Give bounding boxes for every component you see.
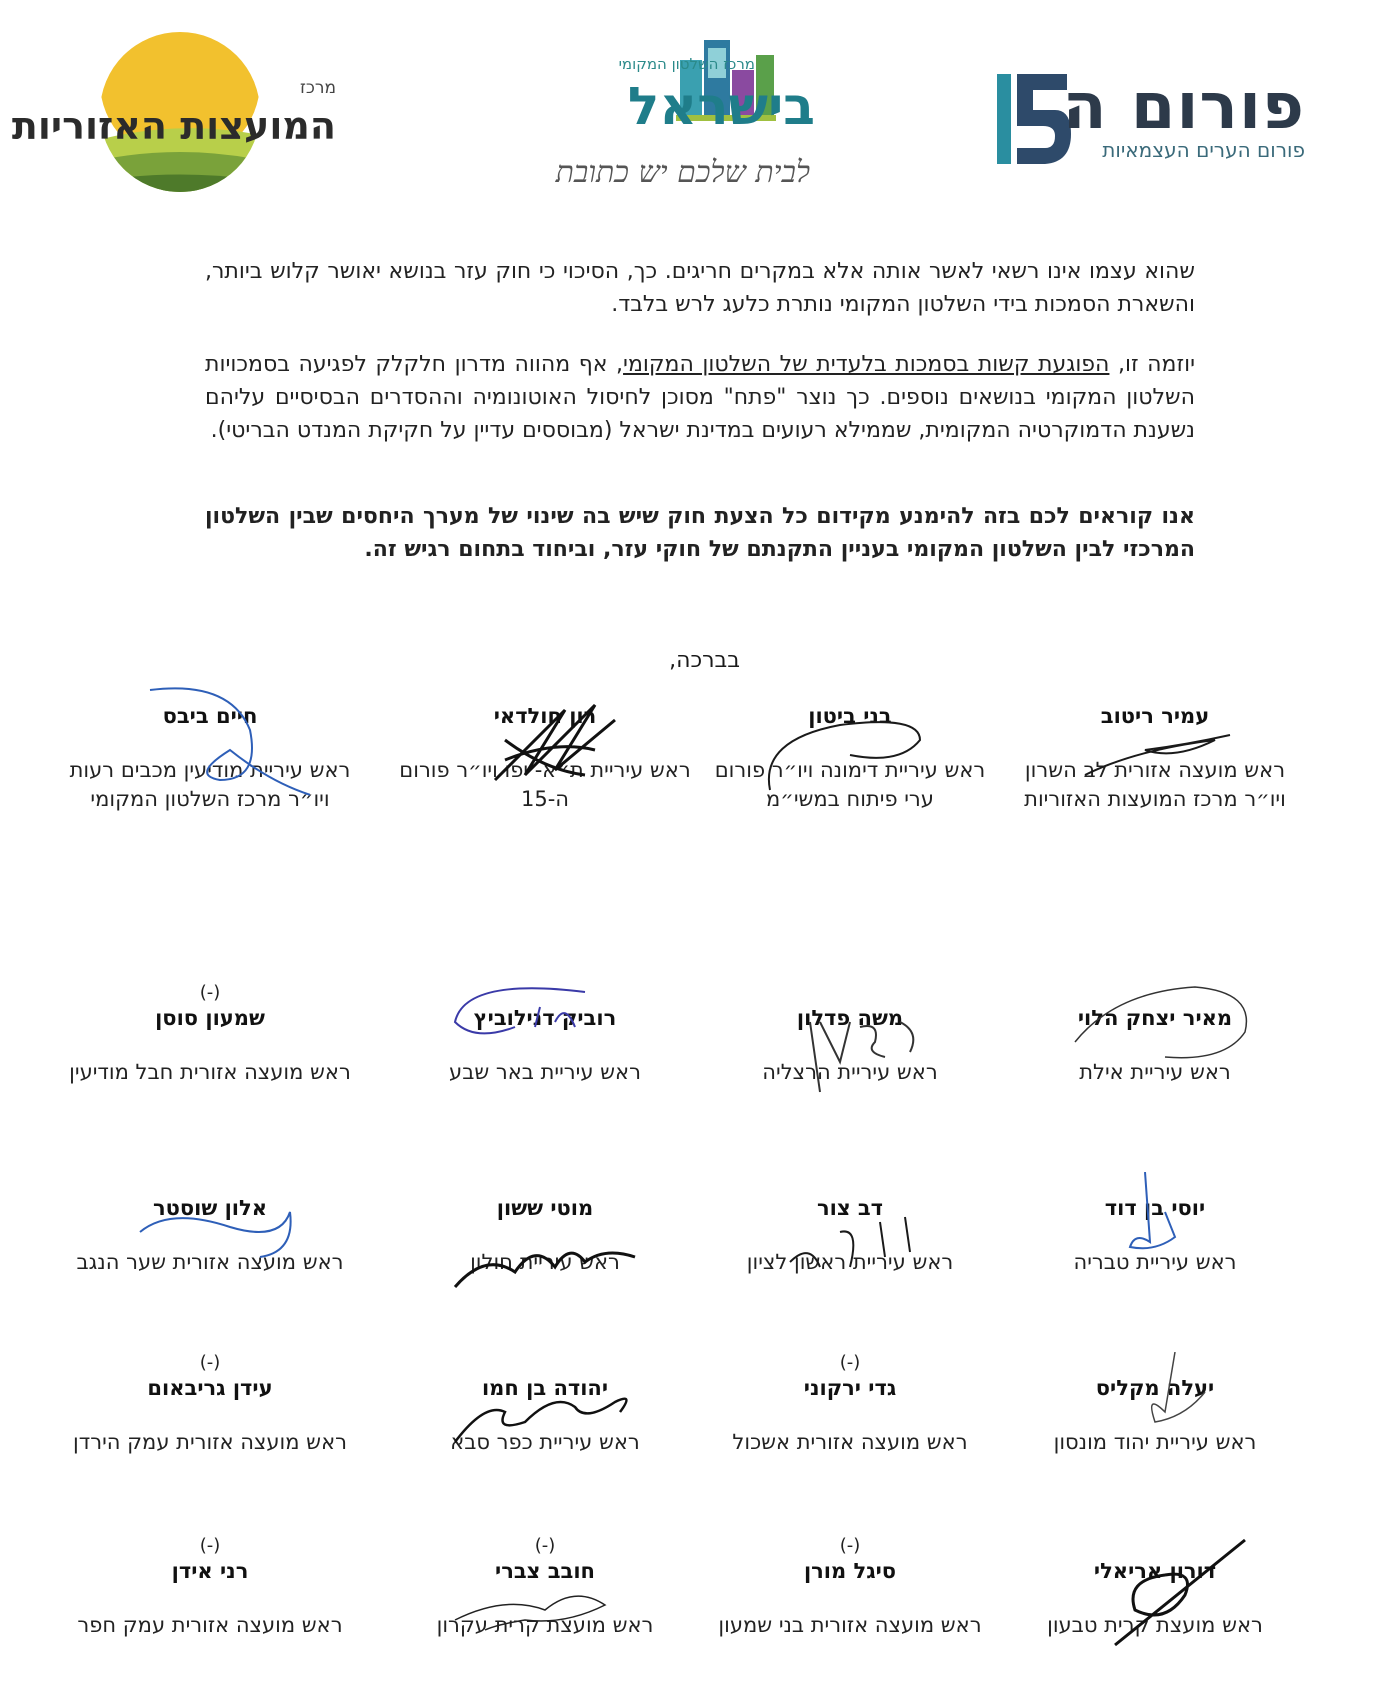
signatory-name: דב צור bbox=[816, 1196, 884, 1220]
signatory-name: גדי ירקוני bbox=[803, 1376, 897, 1400]
center-logo-title: בישראל bbox=[627, 77, 815, 137]
signature-block bbox=[395, 1535, 695, 1640]
signatory-role: ראש מועצה אזורית עמק חפר bbox=[77, 1613, 343, 1637]
signature-block bbox=[395, 1352, 695, 1457]
signatory-name: יעלה מקליס bbox=[1095, 1376, 1215, 1400]
letter-paragraph-2 bbox=[205, 348, 1195, 447]
local-government-center-logo bbox=[530, 25, 850, 195]
signatory-name: סיגל מורן bbox=[803, 1559, 897, 1583]
signature-block bbox=[1005, 680, 1305, 814]
signatory-role: ראש עיריית דימונה ויו״ר פורום ערי פיתוח במשי״מ bbox=[714, 758, 986, 811]
signatory-role: ראש עיריית מודיעין מכבים רעות ויו״ר מרכז השלטון המקומי bbox=[69, 758, 351, 811]
signatory-role: ראש עיריית כפר סבא bbox=[450, 1430, 640, 1454]
signatory-name: מוטי ששון bbox=[496, 1196, 594, 1220]
signatory-role: ראש עיריית הרצליה bbox=[762, 1060, 938, 1084]
signatory-name: אלון שוסטר bbox=[152, 1196, 268, 1220]
forum-15-title: פורום ה bbox=[1062, 70, 1305, 144]
signature-block bbox=[395, 680, 695, 814]
signatory-role: ראש עיריית ראשון לציון bbox=[746, 1250, 954, 1274]
signature-block bbox=[1005, 1172, 1305, 1277]
signatory-role: ראש עיריית יהוד מונסון bbox=[1053, 1430, 1257, 1454]
signatory-name: שמעון סוסן bbox=[155, 1006, 265, 1030]
signature-block bbox=[700, 982, 1000, 1087]
signatory-role: ראש עיריית באר שבע bbox=[449, 1060, 641, 1084]
regional-councils-logo bbox=[11, 22, 340, 202]
signatory-name: דורון אריאלי bbox=[1093, 1559, 1217, 1583]
signatory-name: חיים ביבס bbox=[162, 704, 258, 728]
center-logo-slogan: לבית שלכם יש כתובת bbox=[555, 155, 810, 190]
signatory-role: ראש מועצה אזורית חבל מודיעין bbox=[69, 1060, 351, 1084]
signature-block bbox=[60, 982, 360, 1087]
signatory-name: עמיר ריטוב bbox=[1100, 704, 1210, 728]
signatory-name: רון חולדאי bbox=[493, 704, 597, 728]
signature-placeholder-mark: (-) bbox=[839, 1352, 861, 1373]
signatory-role: ראש מועצת קרית טבעון bbox=[1047, 1613, 1263, 1637]
paragraph-2-start: יוזמה זו, bbox=[1109, 352, 1195, 377]
center-logo-small-text: מרכז השלטון המקומי bbox=[618, 55, 755, 73]
signature-placeholder-mark: (-) bbox=[839, 1535, 861, 1556]
signatory-name: רוביק דנילוביץ bbox=[473, 1006, 617, 1030]
signature-block bbox=[60, 680, 360, 814]
closing-greeting: בברכה, bbox=[669, 648, 740, 673]
signature-block bbox=[1005, 1352, 1305, 1457]
signature-block bbox=[700, 1352, 1000, 1457]
signatory-name: יהודה בן חמו bbox=[481, 1376, 609, 1400]
signatory-name: רני אידן bbox=[171, 1559, 249, 1583]
signature-block bbox=[395, 982, 695, 1087]
signature-block bbox=[700, 1535, 1000, 1640]
signatory-role: ראש מועצת קרית עקרון bbox=[436, 1613, 654, 1637]
regional-logo-small-text: מרכז bbox=[299, 78, 336, 98]
signatory-role: ראש מועצה אזורית אשכול bbox=[732, 1430, 968, 1454]
forum-15-subtitle: פורום הערים העצמאיות bbox=[1102, 138, 1305, 162]
signatory-role: ראש עיריית אילת bbox=[1079, 1060, 1231, 1084]
signatory-name: עידן גריבאום bbox=[147, 1376, 273, 1400]
signature-block bbox=[700, 680, 1000, 814]
signature-block bbox=[395, 1172, 695, 1277]
signature-block bbox=[60, 1172, 360, 1277]
paragraph-2-underlined: הפוגעת קשות בסמכות בלעדית של השלטון המקומי bbox=[623, 352, 1110, 377]
signature-placeholder-mark: (-) bbox=[199, 982, 221, 1003]
signatory-name: יוסי בן דוד bbox=[1104, 1196, 1206, 1220]
signatory-role: ראש מועצה אזורית בני שמעון bbox=[718, 1613, 982, 1637]
signatory-name: מאיר יצחק הלוי bbox=[1077, 1006, 1233, 1030]
signatory-name: משה פדלון bbox=[796, 1006, 904, 1030]
letter-paragraph-1: שהוא עצמו אינו רשאי לאשר אותה אלא במקרים חריגים. כך, הסיכוי כי חוק עזר בנושא יאושר קלוש ביותר, והשארת הסמכות בידי השלטון המקומי נותרת כלעג לרש בלבד. bbox=[205, 259, 1195, 317]
signature-placeholder-mark: (-) bbox=[534, 1535, 556, 1556]
signatory-role: ראש עיריית ת״א- יפו ויו״ר פורום ה-15 bbox=[399, 758, 691, 811]
regional-logo-title: המועצות האזוריות bbox=[11, 104, 336, 148]
signature-block bbox=[1005, 1535, 1305, 1640]
signature-placeholder-mark: (-) bbox=[199, 1535, 221, 1556]
signatory-role: ראש מועצה אזורית שער הנגב bbox=[76, 1250, 344, 1274]
paragraph-2-end: , אף מהווה מדרון חלקלק לפגיעה בסמכויות השלטון המקומי בנושאים נוספים. כך נוצר "פתח" מסוכן לחיסול האוטונומיה וההסדרים הבסיסיים עליהם נשענת הדמוקרטיה המקומית, שממילא רעועים במדינת ישראל (מבוססים עדיין על חקיקת המנדט הבריטי). bbox=[205, 352, 1195, 443]
signature-block bbox=[60, 1535, 360, 1640]
signatory-role: ראש עיריית חולון bbox=[470, 1250, 620, 1274]
forum-15-logo bbox=[995, 58, 1315, 178]
signature-block bbox=[700, 1172, 1000, 1277]
signatory-role: ראש עיריית טבריה bbox=[1073, 1250, 1237, 1274]
signatory-name: חובב צברי bbox=[495, 1559, 595, 1583]
signature-placeholder-mark: (-) bbox=[199, 1352, 221, 1373]
signature-block bbox=[1005, 982, 1305, 1087]
signatory-name: בני ביטון bbox=[808, 704, 892, 728]
signature-block bbox=[60, 1352, 360, 1457]
signatory-role: ראש מועצה אזורית לב השרון ויו״ר מרכז המועצות האזוריות bbox=[1024, 758, 1286, 811]
letter-paragraph-3: אנו קוראים לכם בזה להימנע מקידום כל הצעת חוק שיש בה שינוי של מערך היחסים שבין השלטון המרכזי לבין השלטון המקומי בעניין התקנתם של חוקי עזר, וביחוד בתחום רגיש זה. bbox=[205, 504, 1195, 562]
signatory-role: ראש מועצה אזורית עמק הירדן bbox=[73, 1430, 347, 1454]
